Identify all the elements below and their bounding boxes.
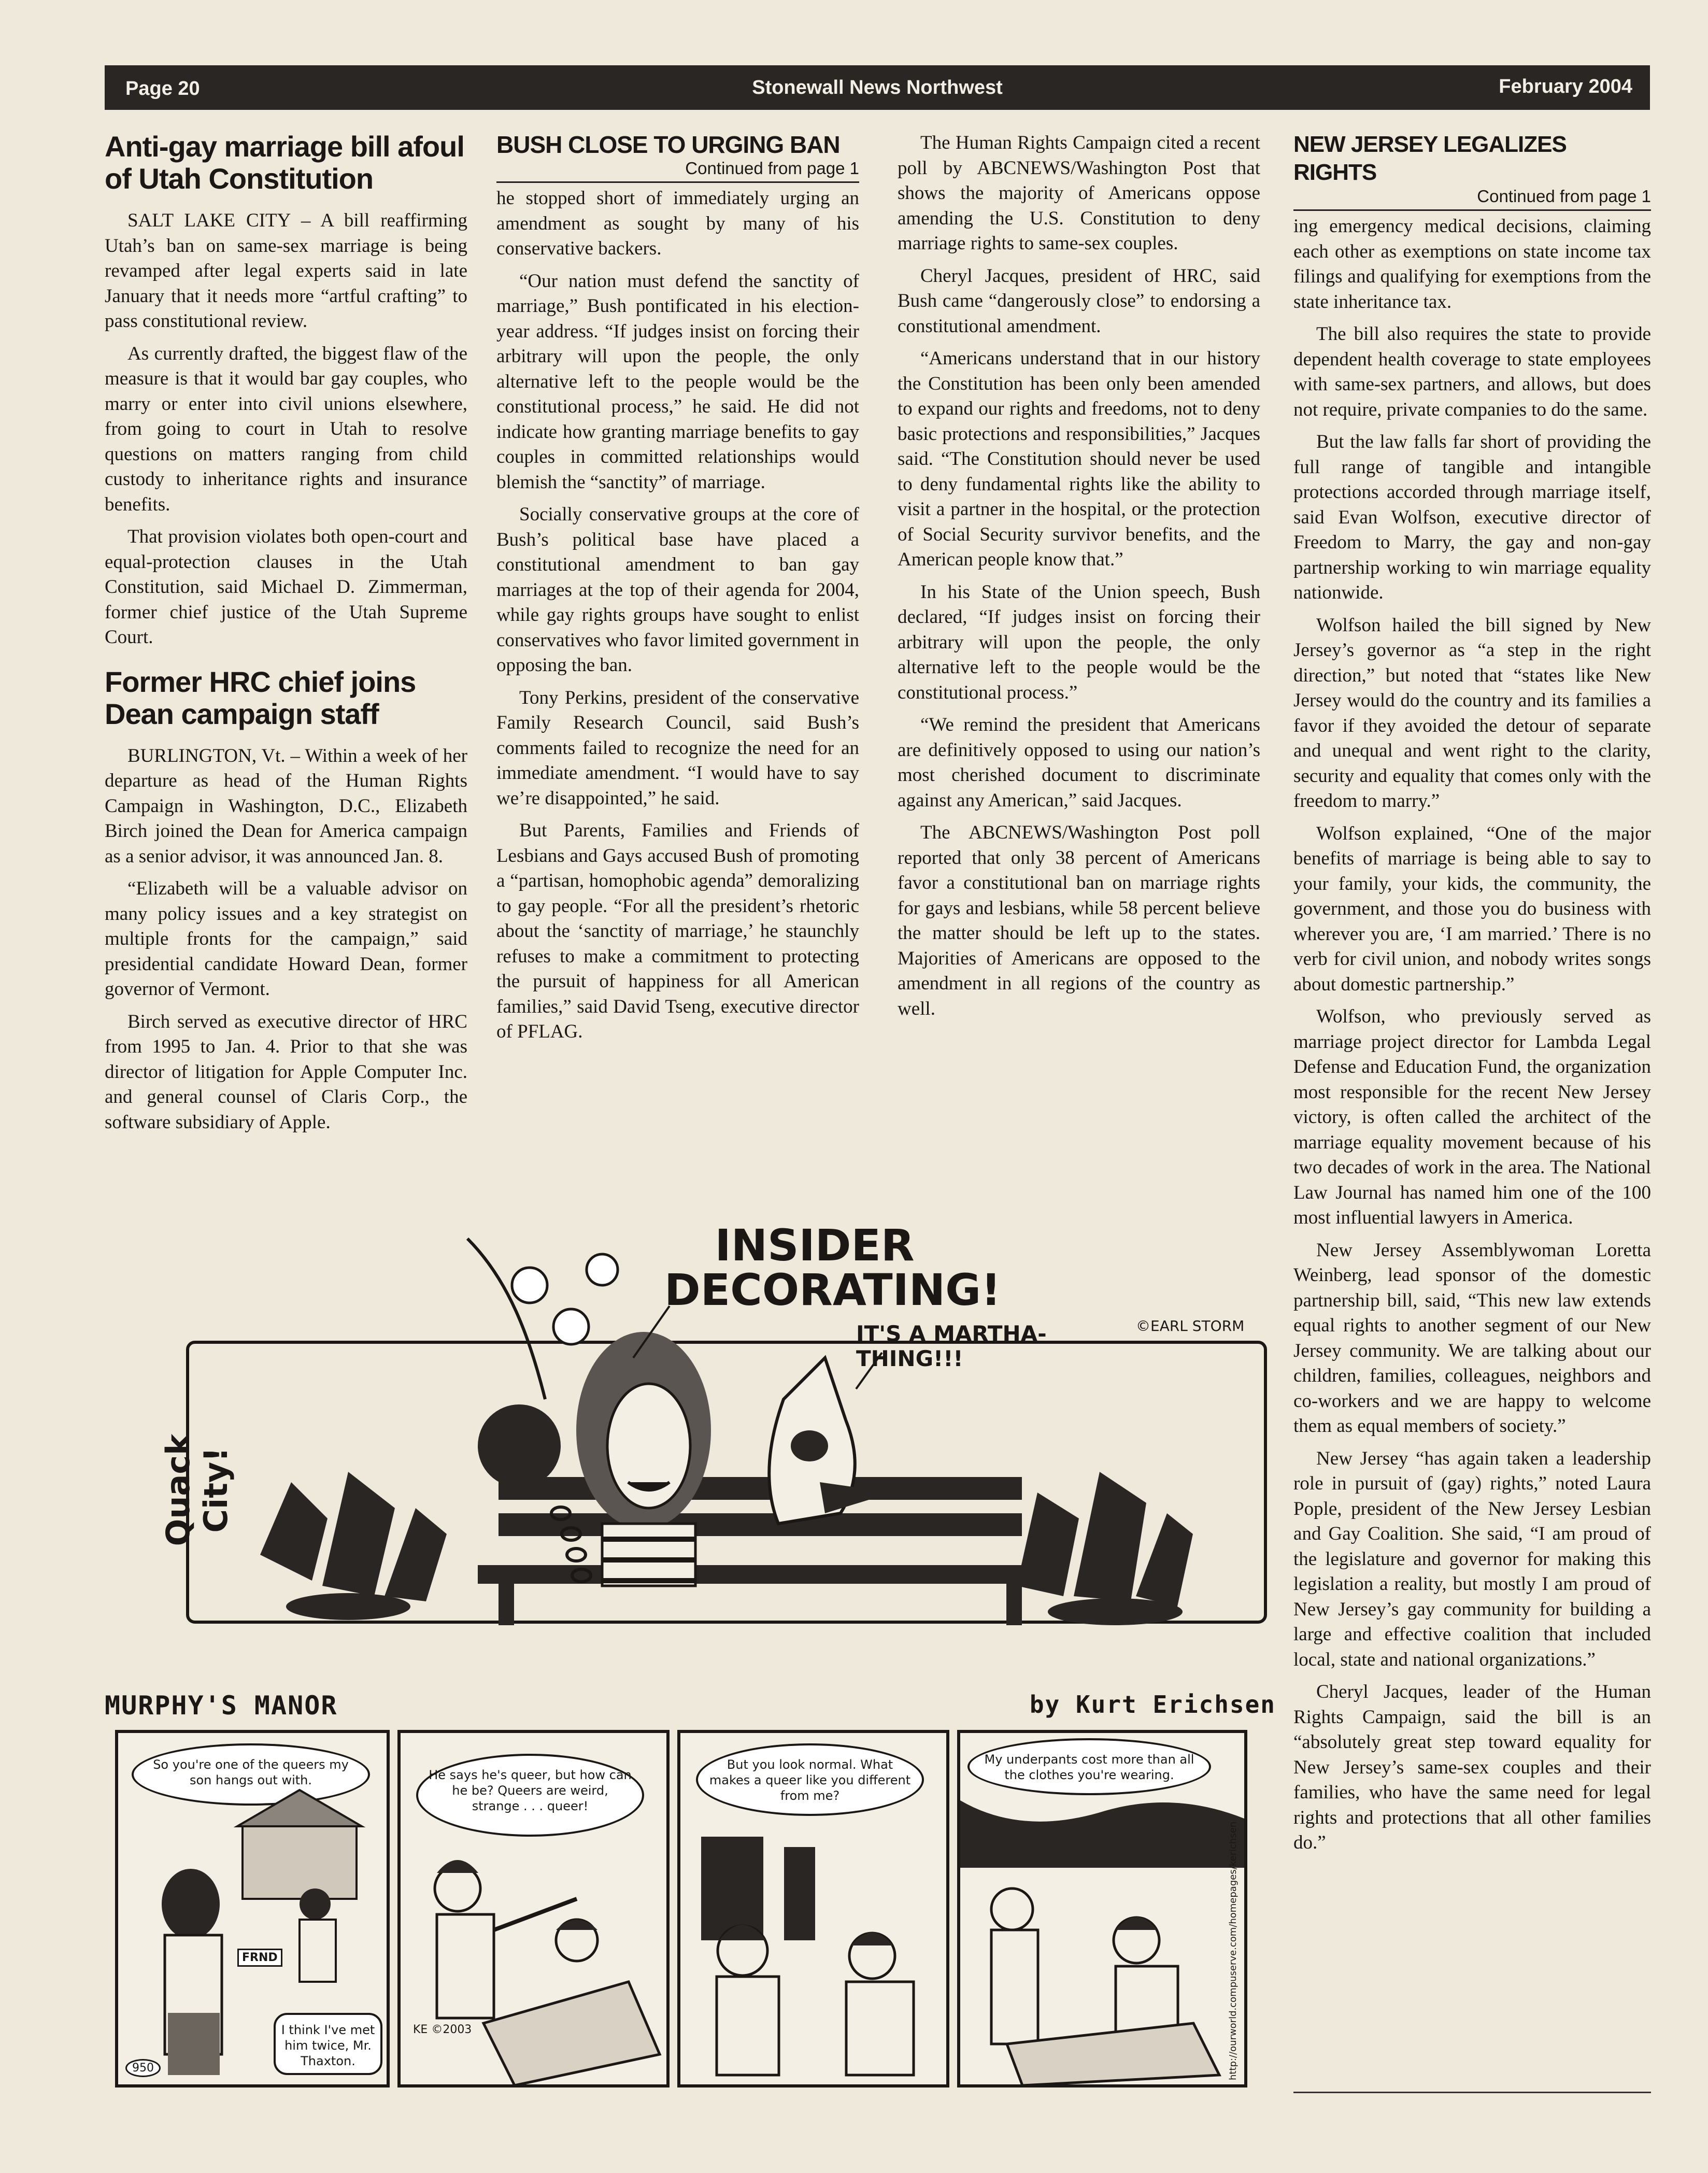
paragraph: That provision violates both open-court and equal-protection clauses in the Utah Constitution, said Michael D. Zimmerman, former chief justice of the Utah Supreme Court.: [105, 526, 467, 648]
murphys-manor-strip: [105, 1691, 1276, 2095]
paragraph: New Jersey “has again taken a leadership role in pursuit of (gay) rights,” noted Laura Pople, president of the New Jersey Lesbian and Gay Coalition. She said, “I am proud of the legislature and governor for making this legislation a reality, but mostly I am proud of New Jersey’s gay community for building a large and effective coalition that included local, state and national organizations.”: [1293, 1447, 1651, 1670]
column-4: [1293, 131, 1651, 1863]
paragraph: ing emergency medical decisions, claiming each other as exemptions on state income tax filings and qualifying for exemptions from the state inheritance tax.: [1293, 216, 1651, 313]
artist-url: http://ourworld.compuserve.com/homepages/kerichsen: [1228, 1821, 1239, 2080]
issue-date: February 2004: [1499, 76, 1632, 97]
paragraph: The ABCNEWS/Washington Post poll reported that only 38 percent of Americans favor a constitutional ban on marriage rights for gays and lesbians, while 58 percent believe the matter should be left up to the states. Majorities of Americans are opposed to the amendment in all regions of the country as well.: [898, 822, 1260, 1019]
comic-panel-3: [677, 1730, 949, 2087]
paragraph: New Jersey Assemblywoman Loretta Weinberg, lead sponsor of the domestic partnership bill, said, “This new law extends equal rights to another segment of our New Jersey community. We are talking about our children, families, colleagues, neighbors and co-workers and we are happy to welcome them as equal members of society.”: [1293, 1239, 1651, 1437]
paragraph: Socially conservative groups at the core of Bush’s political base have placed a constitutional amendment to ban gay marriages at the top of their agenda for 2004, while gay rights groups have sought to enlist conservatives who favor limited government in opposing the ban.: [496, 504, 859, 676]
paragraph: The Human Rights Campaign cited a recent poll by ABCNEWS/Washington Post that shows the majority of Americans oppose amending the U.S. Constitution to deny marriage rights to same-sex couples.: [898, 132, 1260, 254]
paragraph: BURLINGTON, Vt. – Within a week of her departure as head of the Human Rights Campaign in Washington, D.C., Elizabeth Birch joined the Dean for America campaign as a senior advisor, it was announced Jan. 8.: [105, 745, 467, 867]
column-end-rule: [1293, 2092, 1651, 2093]
shirt-label: FRND: [237, 1949, 282, 1967]
paragraph: Cheryl Jacques, president of HRC, said Bush came “dangerously close” to endorsing a constitutional amendment.: [898, 265, 1260, 337]
continued-note: Continued from page 1: [496, 159, 859, 183]
paragraph: Wolfson explained, “One of the major benefits of marriage is being able to say to your family, your kids, the community, the government, and those you do business with wherever you are, ‘I am married.’ There is no verb for civil union, and nobody writes songs about domestic partnership.”: [1293, 822, 1651, 995]
paragraph: Birch served as executive director of HRC from 1995 to Jan. 4. Prior to that she was director of litigation for Apple Computer Inc. and general counsel of Claris Corp., the software subsidiary of Apple.: [105, 1011, 467, 1133]
paragraph: “Elizabeth will be a valuable advisor on many policy issues and a key strategist on multiple fronts for the campaign,” said presidential candidate Howard Dean, former governor of Vermont.: [105, 878, 467, 1000]
paragraph: “Americans understand that in our history the Constitution has been only been amended to expand our rights and freedoms, not to deny basic protections and responsibilities,” Jacques said. “The Constitution should never be used to deny fundamental rights like the ability to visit a partner in the hospital, or the protection of Social Security survivor benefits, and the American people know that.”: [898, 348, 1260, 570]
paragraph: “Our nation must defend the sanctity of marriage,” Bush pontificated in his election-year address. “If judges insist on forcing their arbitrary will upon the people, the only alternative left to the people would be the constitutional process,” he said. He did not indicate how granting marriage benefits to gay couples in committed relationships would blemish the “sanctity” of marriage.: [496, 270, 859, 493]
headline-hrc: Former HRC chief joins Dean campaign staff: [105, 665, 416, 730]
paragraph: Wolfson, who previously served as marriage project director for Lambda Legal Defense and Education Fund, the organization most responsible for the recent New Jersey victory, is often called the architect of the marriage equality movement because of his two decades of work in the area. The National Law Journal has named him one of the 100 most influential lawyers in America.: [1293, 1006, 1651, 1228]
speech-bubble: So you're one of the queers my son hangs out with.: [132, 1743, 370, 1806]
strip-byline: by Kurt Erichsen: [1029, 1691, 1276, 1718]
column-1: [105, 131, 467, 1142]
paragraph: But the law falls far short of providing the full range of tangible and intangible protections accorded through marriage itself, said Evan Wolfson, executive director of Freedom to Marry, the gay and non-gay partnership working to win marriage equality nationwide.: [1293, 431, 1651, 603]
paragraph: Tony Perkins, president of the conservative Family Research Council, said Bush’s comments failed to recognize the need for an immediate amendment. “I would have to say we’re disappointed,” he said.: [496, 687, 859, 809]
paragraph: SALT LAKE CITY – A bill reaffirming Utah’s ban on same-sex marriage is being revamped after legal experts said in late January that it needs more “artful crafting” to pass constitutional review.: [105, 210, 467, 332]
panel-art: [680, 1733, 949, 2085]
paragraph: Cheryl Jacques, leader of the Human Rights Campaign, said the bill is an “absolutely great step toward equality for New Jersey’s same-sex couples and their families, who have the same need for legal rights and protections that all other families do.”: [1293, 1681, 1651, 1853]
column-2: [496, 131, 859, 1052]
speech-bubble: My underpants cost more than all the clothes you're wearing.: [967, 1738, 1211, 1795]
strip-title: MURPHY'S MANOR: [105, 1691, 338, 1721]
strip-name: Quack City!: [159, 1433, 235, 1546]
strip-number: 950: [125, 2059, 161, 2077]
cartoon-title: INSIDER DECORATING!: [664, 1220, 1001, 1315]
cartoon-credit: ©EARL STORM: [1136, 1317, 1245, 1334]
headline-bush: BUSH CLOSE TO URGING BAN: [496, 131, 840, 158]
speech-bubble: He says he's queer, but how can he be? Queers are weird, strange . . . queer!: [416, 1754, 644, 1837]
cartoon-subtitle: IT'S A MARTHA-THING!!!: [856, 1321, 1047, 1371]
paragraph: Wolfson hailed the bill signed by New Jersey’s governor as “a step in the right direction,” but noted that “states like New Jersey would do the country and its families a favor if they avoided the detour of separate and unequal and went right to the clarity, security and equality that comes only with the freedom to marry.”: [1293, 614, 1651, 812]
headline-utah: Anti-gay marriage bill afoul of Utah Constitution: [105, 130, 464, 195]
paragraph: In his State of the Union speech, Bush declared, “If judges insist on forcing their arbitrary will upon the people, the only alternative left to the people would be the constitutional process.”: [898, 581, 1260, 703]
paragraph: But Parents, Families and Friends of Lesbians and Gays accused Bush of promoting a “partisan, homophobic agenda” demoralizing to gay people. “For all the president’s rhetoric about the ‘sanctity of marriage,’ he staunchly refuses to make a commitment to protecting the pursuit of happiness for all American families,” said David Tseng, executive director of PFLAG.: [496, 820, 859, 1042]
panel-art: [960, 1733, 1247, 2085]
publication-name: Stonewall News Northwest: [752, 77, 1003, 98]
paragraph: As currently drafted, the biggest flaw of the measure is that it would bar gay couples, who marry or enter into civil unions elsewhere, from going to court in Utah to resolve questions on matters ranging from child custody to inheritance rights and insurance benefits.: [105, 343, 467, 515]
paragraph: he stopped short of immediately urging an amendment as sought by many of his conservative backers.: [496, 188, 859, 259]
paragraph: The bill also requires the state to provide dependent health coverage to state employees with same-sex partners, and allows, but does not require, private companies to do the same.: [1293, 323, 1651, 420]
page-number: Page 20: [125, 78, 200, 100]
comic-panel-4: [957, 1730, 1247, 2087]
speech-bubble: I think I've met him twice, Mr. Thaxton.: [274, 2013, 382, 2075]
continued-note: Continued from page 1: [1293, 187, 1651, 211]
speech-bubble: But you look normal. What makes a queer like you different from me?: [696, 1743, 924, 1816]
comic-panel-1: [115, 1730, 390, 2087]
comic-panel-2: [397, 1730, 670, 2087]
page-header-bar: [105, 65, 1650, 110]
headline-new-jersey: NEW JERSEY LEGALIZES RIGHTS: [1293, 132, 1567, 185]
artist-signature: KE ©2003: [413, 2023, 472, 2036]
column-3: [898, 131, 1260, 1029]
quack-city-cartoon: [105, 1202, 1276, 1648]
paragraph: “We remind the president that Americans are definitively opposed to using our nation’s most cherished document to discriminate against any American,” said Jacques.: [898, 714, 1260, 811]
